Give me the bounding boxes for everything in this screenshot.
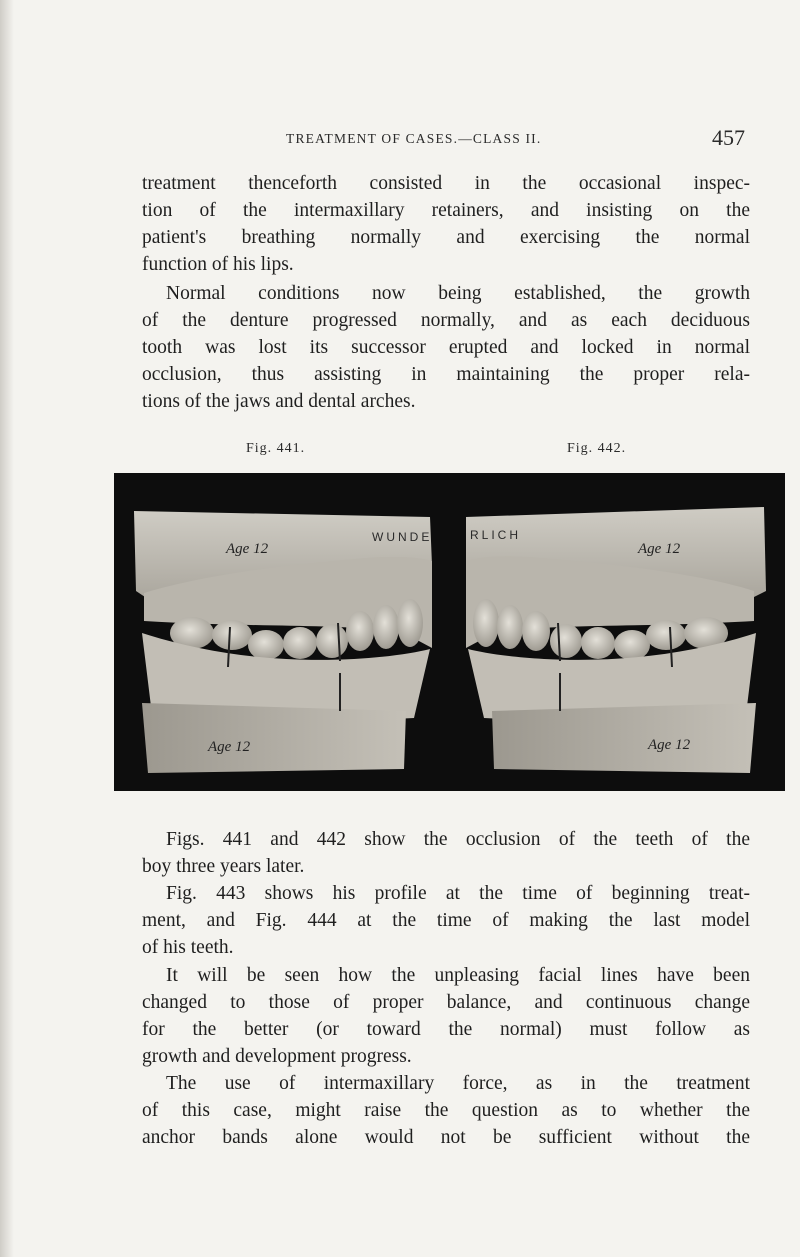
text-line: of this case, might raise the question as to whether the — [142, 1100, 750, 1121]
figure-442-label: Fig. 442. — [567, 441, 627, 456]
text-line: growth and development progress. — [142, 1046, 412, 1067]
left-lower-age-mark: Age 12 — [208, 739, 251, 755]
text-line: It will be seen how the unpleasing facial lines have been — [166, 965, 750, 986]
text-line: tions of the jaws and dental arches. — [142, 391, 416, 412]
text-line: anchor bands alone would not be sufficient without the — [142, 1127, 750, 1148]
paragraph-2 — [142, 280, 750, 415]
text-line: occlusion, thus assisting in maintaining the proper rela- — [142, 364, 750, 385]
text-line: Figs. 441 and 442 show the occlusion of the teeth of the — [166, 829, 750, 850]
dental-models-photograph — [114, 473, 785, 791]
page-number: 457 — [712, 125, 745, 150]
right-model — [466, 507, 766, 773]
dental-models-illustration — [114, 473, 785, 791]
figure-441-label: Fig. 441. — [246, 441, 306, 456]
left-model — [134, 511, 432, 773]
right-lower-base — [492, 703, 756, 773]
left-lower-base — [142, 703, 406, 773]
page-edge-shadow — [0, 0, 14, 1257]
paragraph-3 — [142, 826, 750, 880]
paragraph-4 — [142, 880, 750, 961]
running-head: TREATMENT OF CASES.—CLASS II. — [286, 131, 542, 146]
right-upper-age-mark: Age 12 — [638, 541, 681, 557]
text-line: ment, and Fig. 444 at the time of making the last model — [142, 910, 750, 931]
text-line: treatment thenceforth consisted in the occasional inspec- — [142, 173, 750, 194]
paragraph-6 — [142, 1070, 750, 1151]
text-line: Fig. 443 shows his profile at the time of beginning treat- — [166, 883, 750, 904]
text-line: for the better (or toward the normal) must follow as — [142, 1019, 750, 1040]
text-line: function of his lips. — [142, 254, 294, 275]
text-line: The use of intermaxillary force, as in the treatment — [166, 1073, 750, 1094]
text-line: tooth was lost its successor erupted and locked in normal — [142, 337, 750, 358]
text-line: patient's breathing normally and exercising the normal — [142, 227, 750, 248]
left-upper-age-mark: Age 12 — [226, 541, 269, 557]
right-model-name: RLICH — [470, 528, 522, 542]
text-line: tion of the intermaxillary retainers, and insisting on the — [142, 200, 750, 221]
text-line: changed to those of proper balance, and continuous change — [142, 992, 750, 1013]
left-model-name: WUNDE — [372, 530, 433, 544]
paragraph-1 — [142, 170, 750, 278]
text-line: Normal conditions now being established, the growth — [166, 283, 750, 304]
page-header — [0, 125, 800, 155]
paragraph-5 — [142, 962, 750, 1070]
right-lower-age-mark: Age 12 — [648, 737, 691, 753]
text-line: boy three years later. — [142, 856, 305, 877]
text-line: of the denture progressed normally, and as each deciduous — [142, 310, 750, 331]
text-line: of his teeth. — [142, 937, 234, 958]
